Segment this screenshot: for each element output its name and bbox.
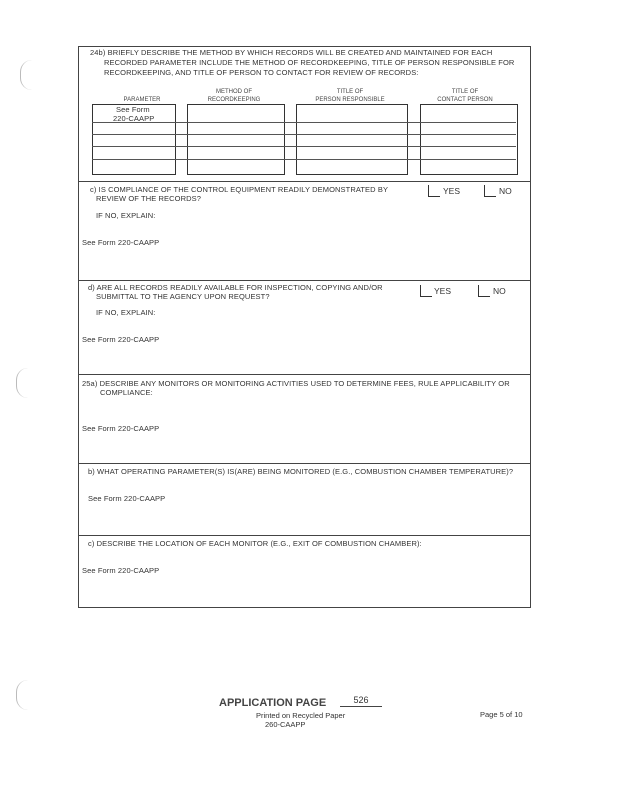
qc-no-label: NO: [499, 186, 512, 196]
section-divider: [78, 181, 531, 182]
column-header-responsible-line-2: PERSON RESPONSIBLE: [315, 97, 385, 103]
table-col-contact[interactable]: [420, 104, 518, 175]
qc-answer[interactable]: See Form 220-CAAPP: [82, 238, 160, 247]
qd-text-line-1: d) ARE ALL RECORDS READILY AVAILABLE FOR INSPECTION, COPYING AND/OR: [88, 283, 383, 292]
column-header-contact-line-1: TITLE OF: [451, 89, 479, 95]
qc2-answer[interactable]: See Form 220-CAAPP: [82, 566, 160, 575]
binder-hole-mark-bottom: [16, 680, 31, 710]
application-page-number: 526: [340, 695, 382, 707]
form-code: 260-CAAPP: [265, 720, 306, 729]
qc-explain-label: IF NO, EXPLAIN:: [96, 211, 156, 220]
qd-text-line-2: SUBMITTAL TO THE AGENCY UPON REQUEST?: [96, 292, 270, 301]
q25a-answer[interactable]: See Form 220-CAAPP: [82, 424, 160, 433]
application-page-label: APPLICATION PAGE: [219, 697, 327, 709]
column-header-method-line-1: METHOD OF: [216, 89, 252, 95]
qc2-text-line-1: c) DESCRIBE THE LOCATION OF EACH MONITOR (E.G., EXIT OF COMBUSTION CHAMBER):: [88, 539, 422, 548]
binder-hole-mark-middle: [16, 368, 31, 398]
qc-no-checkbox[interactable]: [484, 185, 496, 197]
section-divider: [78, 374, 531, 375]
binder-hole-mark-top: [20, 60, 35, 90]
table-row-line: [92, 134, 516, 135]
section-divider: [78, 280, 531, 281]
qd-no-label: NO: [493, 286, 506, 296]
printed-on-recycled-paper: Printed on Recycled Paper: [256, 711, 346, 720]
column-header-parameter: PARAMETER: [123, 97, 161, 103]
table-col-method[interactable]: [187, 104, 285, 175]
qc-text-line-2: REVIEW OF THE RECORDS?: [96, 194, 201, 203]
qd-yes-label: YES: [434, 286, 452, 296]
qd-yes-checkbox[interactable]: [420, 285, 432, 297]
table-row-line: [92, 122, 516, 123]
column-header-contact-line-2: CONTACT PERSON: [437, 97, 493, 103]
q25a-text-line-1: 25a) DESCRIBE ANY MONITORS OR MONITORING ACTIVITIES USED TO DETERMINE FEES, RULE APPLICABILITY OR: [82, 379, 510, 388]
q24b-text-line-3: RECORDKEEPING, AND TITLE OF PERSON TO CONTACT FOR REVIEW OF RECORDS:: [104, 68, 419, 77]
qc-yes-label: YES: [443, 186, 461, 196]
section-divider: [78, 535, 531, 536]
column-header-method-line-2: RECORDKEEPING: [207, 97, 261, 103]
table-row-line: [92, 146, 516, 147]
table-col-responsible[interactable]: [296, 104, 408, 175]
column-header-responsible-line-1: TITLE OF: [336, 89, 364, 95]
q24b-text-line-2: RECORDED PARAMETER INCLUDE THE METHOD OF RECORDKEEPING, TITLE OF PERSON RESPONSIBLE FOR: [104, 58, 515, 67]
q25a-text-line-2: COMPLIANCE:: [100, 388, 153, 397]
qc-yes-checkbox[interactable]: [428, 185, 440, 197]
qb-answer[interactable]: See Form 220-CAAPP: [88, 494, 166, 503]
qd-no-checkbox[interactable]: [478, 285, 490, 297]
parameter-entry-line-2: 220-CAAPP: [113, 114, 155, 123]
section-divider: [78, 463, 531, 464]
page-number: Page 5 of 10: [480, 710, 523, 719]
table-row-line: [92, 159, 516, 160]
qb-text-line-1: b) WHAT OPERATING PARAMETER(S) IS(ARE) BEING MONITORED (E.G., COMBUSTION CHAMBER TEMPERATURE)?: [88, 467, 514, 476]
qc-text-line-1: c) IS COMPLIANCE OF THE CONTROL EQUIPMENT READILY DEMONSTRATED BY: [90, 185, 389, 194]
qd-answer[interactable]: See Form 220-CAAPP: [82, 335, 160, 344]
q24b-text-line-1: 24b) BRIEFLY DESCRIBE THE METHOD BY WHICH RECORDS WILL BE CREATED AND MAINTAINED FOR EACH: [90, 48, 493, 57]
qd-explain-label: IF NO, EXPLAIN:: [96, 308, 156, 317]
parameter-entry-line-1: See Form: [116, 105, 150, 114]
